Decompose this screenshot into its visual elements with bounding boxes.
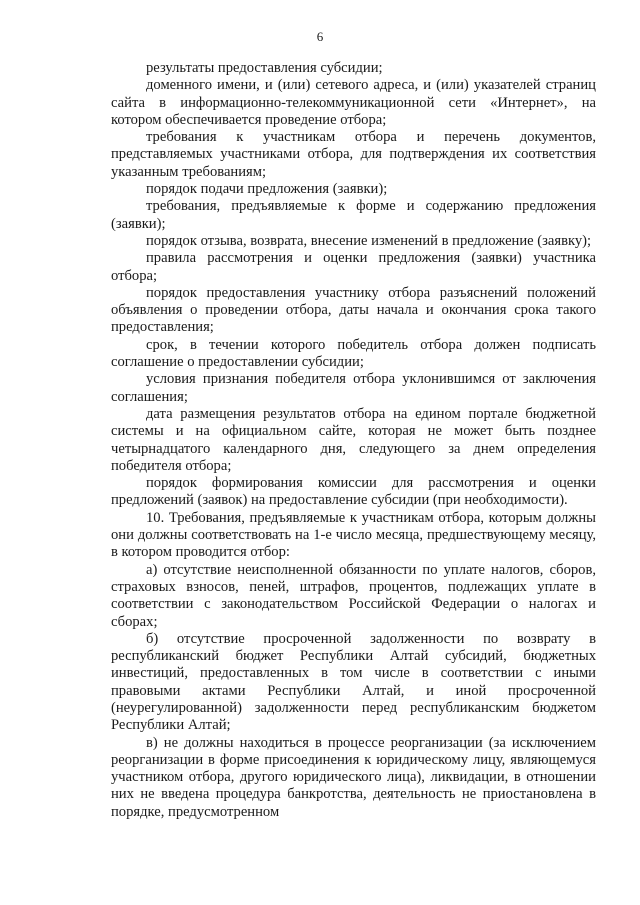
- document-body: [111, 60, 596, 821]
- paragraph-form-requirements: требования, предъявляемые к форме и содержанию предложения (заявки);: [111, 198, 596, 232]
- paragraph-withdrawal-order: порядок отзыва, возврата, внесение изменений в предложение (заявку);: [146, 232, 592, 249]
- paragraph-review-rules: правила рассмотрения и оценки предложения (заявки) участника отбора;: [111, 250, 596, 284]
- page-number: 6: [316, 29, 324, 44]
- paragraph-section-10: 10. Требования, предъявляемые к участникам отбора, которым должны они должны соответствовать на 1-е число месяца, предшествующему месяцу, в котором проводится отбор:: [111, 509, 596, 561]
- paragraph-item-v: в) не должны находиться в процессе реорганизации (за исключением реорганизации в форме присоединения к юридическому лицу, являющемуся участником отбора, другого юридического лица), ликвидации, в отношении них не введена процедура банкротства, деятельность не приостановлена в порядке, предусмотренном: [111, 734, 596, 820]
- paragraph-commission: порядок формирования комиссии для рассмотрения и оценки предложений (заявок) на предоставление субсидии (при необходимости).: [111, 475, 596, 509]
- paragraph-signing-deadline: срок, в течении которого победитель отбора должен подписать соглашение о предоставлении субсидии;: [111, 336, 596, 371]
- paragraph-item-b: б) отсутствие просроченной задолженности по возврату в республиканский бюджет Республики Алтай субсидий, бюджетных инвестиций, предоставленных в том числе в соответствии с иными правовыми актами Республики Алтай, и иной просроченной (неурегулированной) задолженности перед республиканским бюджетом Республики Алтай;: [111, 630, 596, 734]
- paragraph-submission-order: порядок подачи предложения (заявки);: [146, 181, 388, 198]
- paragraph-domain-name: доменного имени, и (или) сетевого адреса, и (или) указателей страниц сайта в информационно-телекоммуникационной сети «Интернет», на котором обеспечивается проведение отбора;: [111, 77, 596, 128]
- paragraph-item-a: а) отсутствие неисполненной обязанности по уплате налогов, сборов, страховых взносов, пеней, штрафов, процентов, подлежащих уплате в соответствии с законодательством Российской Федерации о налогах и сборах;: [111, 561, 596, 630]
- paragraph-results-publication: дата размещения результатов отбора на едином портале бюджетной системы и на официальном сайте, которая не может быть позднее четырнадцатого календарного дня, следующего за днем определения победителя отбора;: [111, 405, 596, 474]
- paragraph-evasion-conditions: условия признания победителя отбора уклонившимся от заключения соглашения;: [111, 371, 596, 405]
- paragraph-results: результаты предоставления субсидии;: [146, 60, 383, 76]
- paragraph-participant-requirements: требования к участникам отбора и перечень документов, представляемых участниками отбора, для подтверждения их соответствия указанным требованиям;: [111, 129, 596, 180]
- paragraph-clarifications: порядок предоставления участнику отбора разъяснений положений объявления о проведении отбора, даты начала и окончания срока такого предоставления;: [111, 284, 596, 336]
